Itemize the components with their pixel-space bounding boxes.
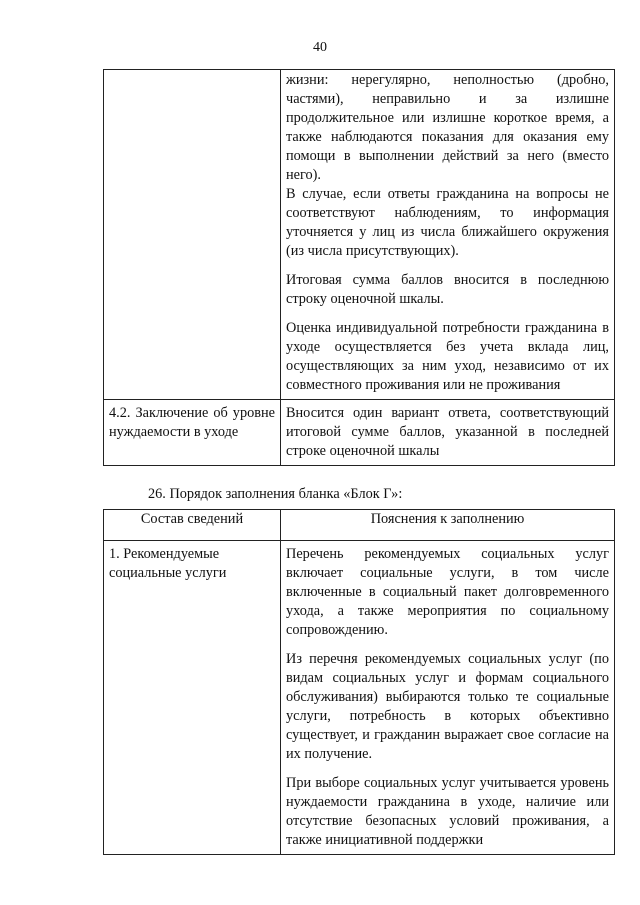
paragraph: При выборе социальных услуг учитывается уровень нуждаемости гражданина в уходе, наличие или отсутствие безопасных условий проживания, а также инициативной поддержки: [286, 775, 609, 848]
table-cell-explanation: [281, 541, 615, 855]
page-number: 40: [313, 40, 327, 55]
table-row: [104, 400, 615, 466]
table-cell-explanation: [281, 70, 615, 400]
table-header-row: [104, 510, 615, 541]
block-g-table: [103, 509, 615, 855]
table-cell-empty: [104, 70, 281, 400]
column-header: Состав сведений: [104, 510, 281, 541]
paragraph: Оценка индивидуальной потребности гражданина в уходе осуществляется без учета вклада лиц, осуществляющих за ним уход, независимо от их совместного проживания или не проживания: [286, 320, 609, 393]
continuation-table: [103, 69, 615, 466]
paragraph: В случае, если ответы гражданина на вопросы не соответствуют наблюдениям, то информация уточняется у лиц из числа ближайшего окружения (из числа присутствующих).: [286, 186, 609, 259]
table-cell-explanation: Вносится один вариант ответа, соответствующий итоговой сумме баллов, указанной в последней строке оценочной шкалы: [281, 400, 615, 466]
table-row: [104, 70, 615, 400]
paragraph: Из перечня рекомендуемых социальных услуг (по видам социальных услуг и формам социального обслуживания) выбираются только те социальные услуги, потребность в которых объективно существует, и гражданин выражает свое согласие на их получение.: [286, 651, 609, 762]
table-cell-label: 4.2. Заключение об уровне нуждаемости в уходе: [104, 400, 281, 466]
section-heading: 26. Порядок заполнения бланка «Блок Г»:: [148, 486, 403, 502]
paragraph: Перечень рекомендуемых социальных услуг включает социальные услуги, в том числе включенные в социальный пакет долговременного ухода, а также мероприятия по социальному сопровождению.: [286, 546, 609, 638]
column-header: Пояснения к заполнению: [281, 510, 615, 541]
paragraph: жизни: нерегулярно, неполностью (дробно, частями), неправильно и за излишне продолжительное или излишне короткое время, а также наблюдаются показания для оказания ему помощи в выполнении действий за него (вместо него).: [286, 72, 609, 183]
table-row: [104, 541, 615, 855]
paragraph: Итоговая сумма баллов вносится в последнюю строку оценочной шкалы.: [286, 272, 609, 307]
table-cell-label: 1. Рекомендуемые социальные услуги: [104, 541, 281, 855]
